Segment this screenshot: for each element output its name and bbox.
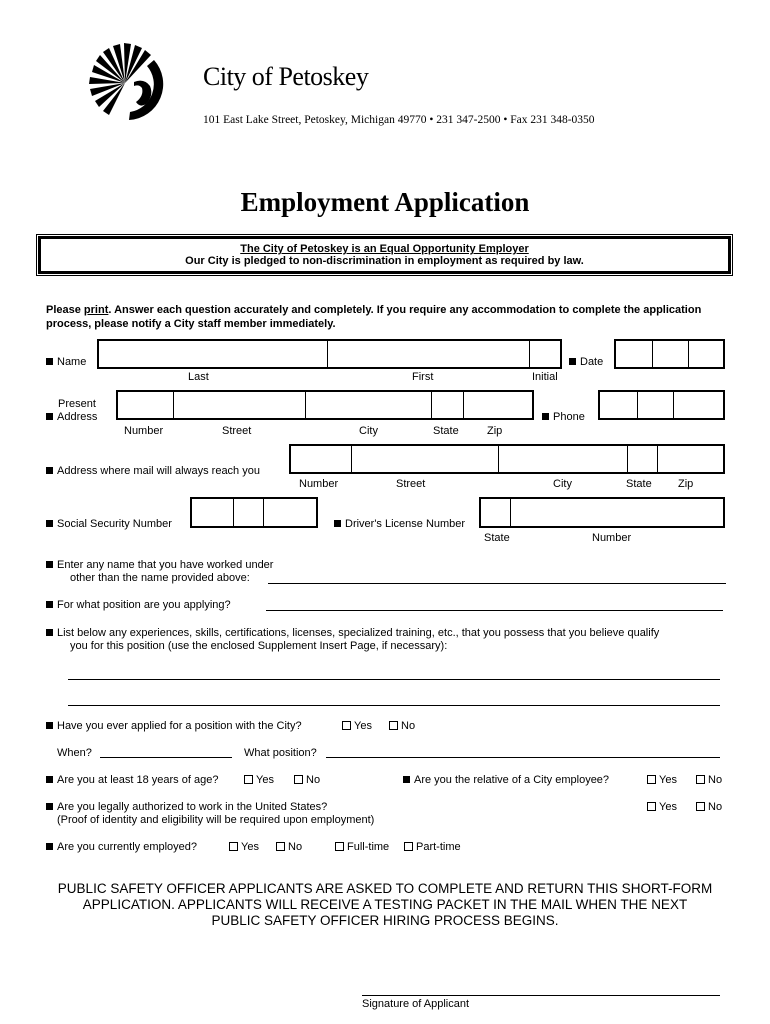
bullet-icon: [46, 601, 53, 608]
license-label: Driver's License Number: [334, 518, 465, 530]
what-position-label: What position?: [244, 747, 317, 759]
position-label: For what position are you applying?: [46, 599, 231, 611]
intro-line2: process, please notify a City staff member immediately.: [46, 318, 336, 330]
name-first-label: First: [412, 371, 434, 383]
authorized-yes-option[interactable]: Yes: [647, 801, 677, 813]
notice-line1: PUBLIC SAFETY OFFICER APPLICANTS ARE ASKED TO COMPLETE AND RETURN THIS SHORT-FORM: [57, 881, 713, 896]
license-field[interactable]: [479, 497, 725, 528]
experience-line-2[interactable]: [68, 705, 720, 706]
bullet-icon: [46, 561, 53, 568]
checkbox-icon[interactable]: [244, 775, 253, 784]
bullet-icon: [542, 413, 549, 420]
ssn-field[interactable]: [190, 497, 318, 528]
present-street-label: Street: [222, 425, 252, 437]
present-city-label: City: [359, 425, 378, 437]
bullet-icon: [46, 803, 53, 810]
signature-label: Signature of Applicant: [362, 998, 470, 1010]
age-no-option[interactable]: No: [294, 774, 320, 786]
mail-number-label: Number: [299, 478, 339, 490]
bullet-icon: [334, 520, 341, 527]
eoe-line1: The City of Petoskey is an Equal Opportunity Employer: [240, 243, 529, 255]
checkbox-icon[interactable]: [647, 802, 656, 811]
other-name-label-2: other than the name provided above:: [70, 572, 250, 584]
bullet-icon: [46, 358, 53, 365]
age-yes-option[interactable]: Yes: [244, 774, 274, 786]
experience-label-2: you for this position (use the enclosed Supplement Insert Page, if necessary):: [70, 640, 448, 652]
mail-zip-label: Zip: [678, 478, 694, 490]
checkbox-icon[interactable]: [696, 802, 705, 811]
signature-line[interactable]: [362, 995, 720, 996]
phone-label: Phone: [542, 411, 585, 423]
employed-yes-option[interactable]: Yes: [229, 841, 259, 853]
checkbox-icon[interactable]: [389, 721, 398, 730]
present-number-label: Number: [124, 425, 164, 437]
present-zip-label: Zip: [487, 425, 503, 437]
age-label: Are you at least 18 years of age?: [46, 774, 218, 786]
license-number-label: Number: [592, 532, 632, 544]
present-label: Present: [58, 398, 96, 410]
bullet-icon: [46, 776, 53, 783]
present-address-field[interactable]: [116, 390, 534, 420]
relative-no-option[interactable]: No: [696, 774, 722, 786]
applied-before-label: Have you ever applied for a position with the City?: [46, 720, 302, 732]
experience-line-1[interactable]: [68, 679, 720, 680]
applied-no-option[interactable]: No: [389, 720, 415, 732]
authorized-label-2: (Proof of identity and eligibility will be required upon employment): [57, 814, 375, 826]
notice-line2: APPLICATION. APPLICANTS WILL RECEIVE A TESTING PACKET IN THE MAIL WHEN THE NEXT: [82, 897, 688, 912]
employed-label: Are you currently employed?: [46, 841, 197, 853]
checkbox-icon[interactable]: [335, 842, 344, 851]
relative-label: Are you the relative of a City employee?: [403, 774, 609, 786]
experience-label-1: List below any experiences, skills, certifications, licenses, specialized training, etc., that you possess that you believe qualify: [46, 627, 659, 639]
checkbox-icon[interactable]: [342, 721, 351, 730]
bullet-icon: [569, 358, 576, 365]
bullet-icon: [46, 413, 53, 420]
other-name-label-1: Enter any name that you have worked under: [46, 559, 273, 571]
authorized-label-1: Are you legally authorized to work in the United States?: [46, 801, 327, 813]
bullet-icon: [46, 520, 53, 527]
name-last-label: Last: [188, 371, 209, 383]
city-logo: [84, 42, 166, 124]
bullet-icon: [403, 776, 410, 783]
name-label: Name: [46, 356, 86, 368]
position-line[interactable]: [266, 610, 723, 611]
mail-street-label: Street: [396, 478, 426, 490]
mail-address-label: Address where mail will always reach you: [46, 465, 260, 477]
date-field[interactable]: [614, 339, 725, 369]
notice: [0, 881, 770, 929]
parttime-option[interactable]: Part-time: [404, 841, 461, 853]
checkbox-icon[interactable]: [647, 775, 656, 784]
address-label: Address: [46, 411, 97, 423]
relative-yes-option[interactable]: Yes: [647, 774, 677, 786]
name-field[interactable]: [97, 339, 562, 369]
date-label: Date: [569, 356, 603, 368]
fulltime-option[interactable]: Full-time: [335, 841, 389, 853]
phone-field[interactable]: [598, 390, 725, 420]
applied-yes-option[interactable]: Yes: [342, 720, 372, 732]
authorized-no-option[interactable]: No: [696, 801, 722, 813]
mail-city-label: City: [553, 478, 572, 490]
name-initial-label: Initial: [532, 371, 558, 383]
mail-state-label: State: [626, 478, 652, 490]
page-title: Employment Application: [240, 187, 530, 217]
ssn-label: Social Security Number: [46, 518, 172, 530]
intro-line1: Please print. Answer each question accurately and completely. If you require any accommodation to complete the application: [46, 304, 702, 316]
checkbox-icon[interactable]: [294, 775, 303, 784]
employed-no-option[interactable]: No: [276, 841, 302, 853]
license-state-label: State: [484, 532, 510, 544]
what-position-line[interactable]: [326, 757, 720, 758]
present-state-label: State: [433, 425, 459, 437]
city-address: 101 East Lake Street, Petoskey, Michigan 49770 • 231 347-2500 • Fax 231 348-0350: [203, 114, 595, 126]
checkbox-icon[interactable]: [696, 775, 705, 784]
checkbox-icon[interactable]: [229, 842, 238, 851]
checkbox-icon[interactable]: [404, 842, 413, 851]
notice-line3: PUBLIC SAFETY OFFICER HIRING PROCESS BEGINS.: [211, 913, 559, 928]
mail-address-field[interactable]: [289, 444, 725, 474]
checkbox-icon[interactable]: [276, 842, 285, 851]
bullet-icon: [46, 843, 53, 850]
bullet-icon: [46, 722, 53, 729]
city-name: City of Petoskey: [203, 62, 369, 91]
print-emphasis: print: [83, 304, 109, 316]
bullet-icon: [46, 467, 53, 474]
bullet-icon: [46, 629, 53, 636]
when-label: When?: [57, 747, 92, 759]
eoe-line2: Our City is pledged to non-discrimination in employment as required by law.: [185, 255, 584, 267]
eoe-box: [38, 236, 731, 274]
other-name-line[interactable]: [268, 583, 726, 584]
when-line[interactable]: [100, 757, 232, 758]
